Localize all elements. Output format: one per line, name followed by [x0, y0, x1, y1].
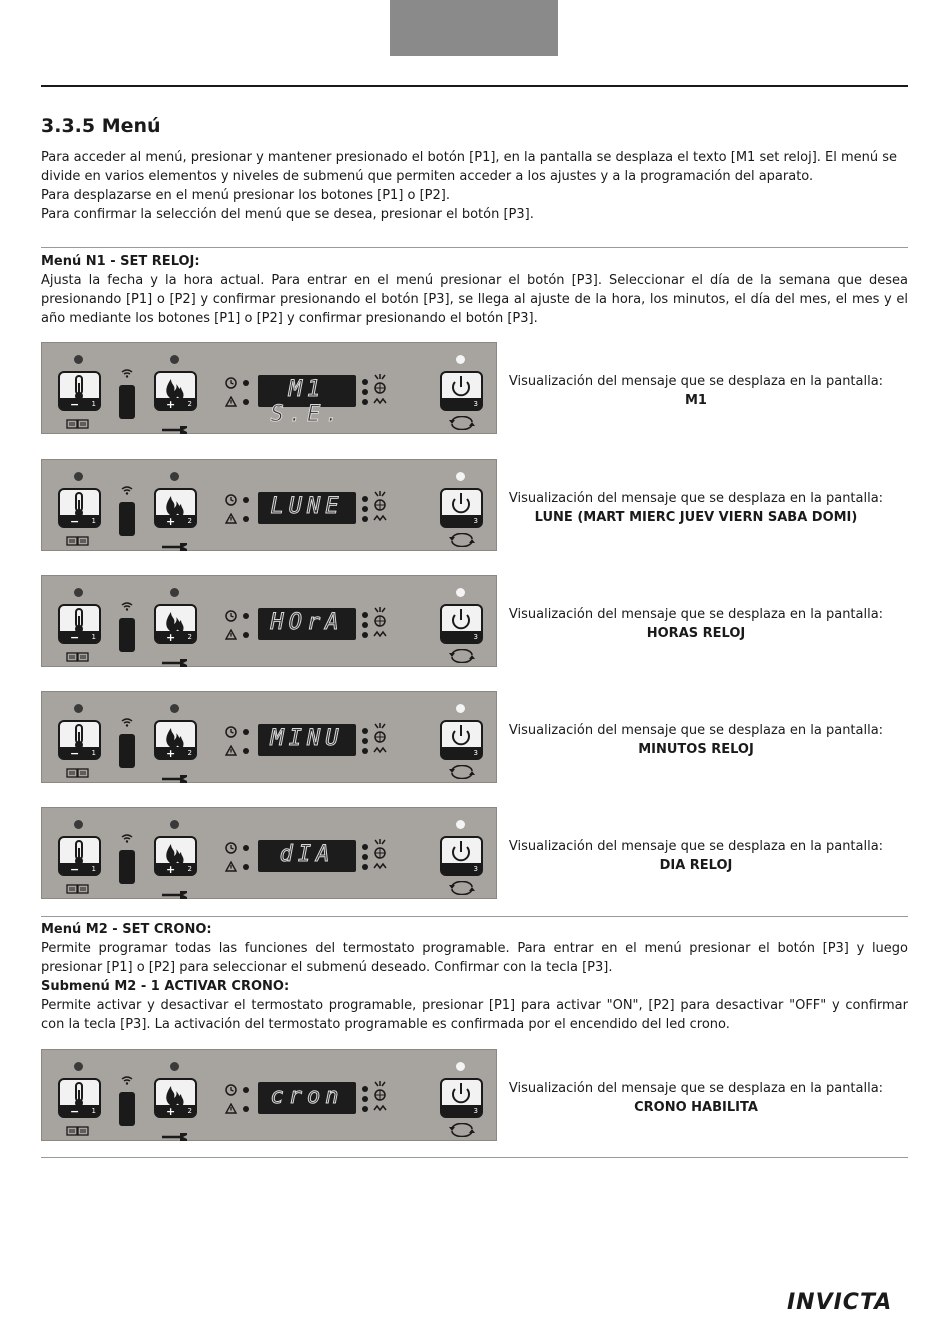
- p3-number: 3: [473, 865, 478, 873]
- led-indicator: [74, 1062, 83, 1071]
- menu-n1-heading: Menú N1 - SET RELOJ:: [41, 254, 200, 269]
- led-indicator: [74, 704, 83, 713]
- p3-number: 3: [473, 1107, 478, 1115]
- led-indicator: [362, 844, 368, 850]
- led-indicator: [362, 632, 368, 638]
- plus-sign: +: [166, 863, 176, 876]
- p1-number: 1: [91, 1107, 96, 1115]
- book-icon: [66, 880, 90, 899]
- lcd-display: [258, 1082, 356, 1114]
- wrench-icon: [160, 768, 188, 787]
- receiver-block: [119, 502, 135, 536]
- lcd-display: [258, 492, 356, 524]
- p3-number: 3: [473, 633, 478, 641]
- led-indicator: [74, 588, 83, 597]
- plus-sign: +: [166, 631, 176, 644]
- p2-button[interactable]: [154, 1078, 197, 1118]
- warning-icon: [225, 745, 237, 758]
- p1-number: 1: [91, 400, 96, 408]
- wifi-icon: [121, 369, 133, 381]
- led-indicator: [362, 379, 368, 385]
- control-panel-4: [41, 691, 497, 783]
- menu-m2-text: Permite programar todas las funciones del termostato programable. Para entrar en el menú presionar el botón [P3] y luego presionar [P1] o [P2] para seleccionar el submenú deseado. Confirmar con la tecla [P3].: [41, 941, 908, 975]
- led-indicator: [243, 516, 249, 522]
- led-indicator: [243, 1087, 249, 1093]
- p2-button[interactable]: [154, 836, 197, 876]
- p2-button[interactable]: [154, 371, 197, 411]
- led-indicator: [362, 496, 368, 502]
- led-indicator: [362, 399, 368, 405]
- cycle-icon: [448, 415, 476, 434]
- p1-button[interactable]: [58, 836, 101, 876]
- p2-button[interactable]: [154, 488, 197, 528]
- caption-value: HORAS RELOJ: [646, 626, 746, 641]
- fan-icon: [372, 606, 388, 644]
- led-indicator: [170, 355, 179, 364]
- p3-button[interactable]: [440, 836, 483, 876]
- minus-sign: −: [70, 398, 80, 411]
- book-icon: [66, 648, 90, 667]
- panel-caption: [505, 489, 887, 527]
- wrench-icon: [160, 419, 188, 438]
- clock-icon: [225, 377, 237, 391]
- fan-icon: [372, 490, 388, 528]
- led-indicator: [243, 380, 249, 386]
- display-text: HOrA: [270, 610, 344, 635]
- led-indicator: [456, 355, 465, 364]
- menu-m2-block: [41, 920, 908, 1034]
- p2-number: 2: [187, 865, 192, 873]
- p1-button[interactable]: [58, 488, 101, 528]
- display-text: cron: [270, 1084, 344, 1109]
- receiver-block: [119, 1092, 135, 1126]
- p2-button[interactable]: [154, 720, 197, 760]
- panel-caption: [505, 1079, 887, 1117]
- led-indicator: [362, 516, 368, 522]
- p3-number: 3: [473, 517, 478, 525]
- display-text: dIA: [279, 842, 335, 867]
- minus-sign: −: [70, 747, 80, 760]
- display-text: LUNE: [270, 494, 344, 519]
- caption-value: LUNE (MART MIERC JUEV VIERN SABA DOMI): [534, 510, 858, 525]
- led-indicator: [362, 854, 368, 860]
- led-indicator: [362, 864, 368, 870]
- fan-icon: [372, 373, 388, 411]
- menu-n1-block: [41, 252, 908, 328]
- led-indicator: [362, 1086, 368, 1092]
- p2-number: 2: [187, 749, 192, 757]
- clock-icon: [225, 494, 237, 508]
- caption-text: Visualización del mensaje que se desplaza en la pantalla:: [508, 1081, 884, 1096]
- led-indicator: [243, 632, 249, 638]
- intro-line: Para confirmar la selección del menú que se desea, presionar el botón [P3].: [41, 207, 534, 222]
- led-indicator: [456, 1062, 465, 1071]
- warning-icon: [225, 861, 237, 874]
- led-indicator: [243, 1106, 249, 1112]
- header-tab: [390, 0, 558, 56]
- wifi-icon: [121, 1076, 133, 1088]
- p1-button[interactable]: [58, 720, 101, 760]
- led-indicator: [243, 497, 249, 503]
- p2-number: 2: [187, 1107, 192, 1115]
- led-indicator: [243, 399, 249, 405]
- intro-line: Para acceder al menú, presionar y mantener presionado el botón [P1], en la pantalla se desplaza el texto [M1 set reloj]. El menú se divide en varios elementos y niveles de submenú que permiten acceder a los ajustes y a la programación del aparato.: [41, 150, 898, 184]
- warning-icon: [225, 513, 237, 526]
- minus-sign: −: [70, 1105, 80, 1118]
- book-icon: [66, 1122, 90, 1141]
- caption-text: Visualización del mensaje que se desplaza en la pantalla:: [508, 374, 884, 389]
- p2-number: 2: [187, 400, 192, 408]
- wifi-icon: [121, 834, 133, 846]
- lcd-display: [258, 724, 356, 756]
- p1-button[interactable]: [58, 371, 101, 411]
- warning-icon: [225, 1103, 237, 1116]
- caption-text: Visualización del mensaje que se desplaza en la pantalla:: [508, 723, 884, 738]
- p3-button[interactable]: [440, 604, 483, 644]
- submenu-m2-text: Permite activar y desactivar el termostato programable, presionar [P1] para activar "ON", [P2] para desactivar "OFF" y confirmar con la tecla [P3]. La activación del termostato programable es confirmada por el encendido del led crono.: [41, 998, 908, 1032]
- menu-n1-text: Ajusta la fecha y la hora actual. Para entrar en el menú presionar el botón [P3]. Seleccionar el día de la semana que desea presionando [P1] o [P2] y confirmar presionando el botón [P3], se llega al ajuste de la hora, los minutos, el día del mes, el mes y el año mediante los botones [P1] o [P2] y confirmar presionando el botón [P3].: [41, 273, 908, 326]
- led-indicator: [170, 820, 179, 829]
- panel-caption: [505, 605, 887, 643]
- p2-number: 2: [187, 633, 192, 641]
- p1-number: 1: [91, 749, 96, 757]
- cycle-icon: [448, 648, 476, 667]
- led-indicator: [170, 588, 179, 597]
- warning-icon: [225, 396, 237, 409]
- lcd-display: [258, 608, 356, 640]
- p3-button[interactable]: [440, 488, 483, 528]
- divider: [41, 247, 908, 248]
- led-indicator: [243, 613, 249, 619]
- p3-number: 3: [473, 400, 478, 408]
- panel-caption: [505, 372, 887, 410]
- wrench-icon: [160, 652, 188, 671]
- wifi-icon: [121, 602, 133, 614]
- p3-number: 3: [473, 749, 478, 757]
- led-indicator: [362, 389, 368, 395]
- plus-sign: +: [166, 747, 176, 760]
- receiver-block: [119, 385, 135, 419]
- section-title: 3.3.5 Menú: [41, 115, 161, 137]
- caption-value: M1: [685, 393, 707, 408]
- panel-caption: [505, 837, 887, 875]
- wifi-icon: [121, 486, 133, 498]
- plus-sign: +: [166, 1105, 176, 1118]
- minus-sign: −: [70, 515, 80, 528]
- warning-icon: [225, 629, 237, 642]
- wrench-icon: [160, 884, 188, 903]
- fan-icon: [372, 722, 388, 760]
- led-indicator: [243, 864, 249, 870]
- led-indicator: [362, 728, 368, 734]
- led-indicator: [362, 748, 368, 754]
- led-indicator: [74, 355, 83, 364]
- plus-sign: +: [166, 515, 176, 528]
- book-icon: [66, 415, 90, 434]
- led-indicator: [362, 1096, 368, 1102]
- wrench-icon: [160, 536, 188, 555]
- caption-text: Visualización del mensaje que se desplaza en la pantalla:: [508, 839, 884, 854]
- display-text: M1 S.E.: [270, 377, 344, 427]
- p1-button[interactable]: [58, 604, 101, 644]
- p3-button[interactable]: [440, 1078, 483, 1118]
- book-icon: [66, 532, 90, 551]
- cycle-icon: [448, 1122, 476, 1141]
- caption-text: Visualización del mensaje que se desplaza en la pantalla:: [508, 491, 884, 506]
- led-indicator: [362, 1106, 368, 1112]
- wifi-icon: [121, 718, 133, 730]
- led-indicator: [74, 472, 83, 481]
- led-indicator: [170, 1062, 179, 1071]
- p2-button[interactable]: [154, 604, 197, 644]
- led-indicator: [362, 622, 368, 628]
- control-panel-2: [41, 459, 497, 551]
- clock-icon: [225, 610, 237, 624]
- p3-button[interactable]: [440, 720, 483, 760]
- p1-number: 1: [91, 865, 96, 873]
- cycle-icon: [448, 764, 476, 783]
- p1-button[interactable]: [58, 1078, 101, 1118]
- receiver-block: [119, 850, 135, 884]
- receiver-block: [119, 734, 135, 768]
- clock-icon: [225, 726, 237, 740]
- p3-button[interactable]: [440, 371, 483, 411]
- receiver-block: [119, 618, 135, 652]
- header-rule: [41, 85, 908, 87]
- minus-sign: −: [70, 631, 80, 644]
- menu-m2-heading: Menú M2 - SET CRONO:: [41, 922, 212, 937]
- display-text: MINU: [270, 726, 344, 751]
- cycle-icon: [448, 880, 476, 899]
- led-indicator: [456, 472, 465, 481]
- divider: [41, 1157, 908, 1158]
- caption-value: DIA RELOJ: [659, 858, 733, 873]
- intro-line: Para desplazarse en el menú presionar los botones [P1] o [P2].: [41, 188, 450, 203]
- led-indicator: [456, 704, 465, 713]
- lcd-display: [258, 375, 356, 427]
- led-indicator: [74, 820, 83, 829]
- led-indicator: [170, 704, 179, 713]
- fan-icon: [372, 1080, 388, 1118]
- cycle-icon: [448, 532, 476, 551]
- fan-icon: [372, 838, 388, 876]
- p1-number: 1: [91, 517, 96, 525]
- control-panel-6: [41, 1049, 497, 1141]
- control-panel-5: [41, 807, 497, 899]
- led-indicator: [362, 506, 368, 512]
- p1-number: 1: [91, 633, 96, 641]
- caption-value: CRONO HABILITA: [634, 1100, 758, 1115]
- lcd-display: [258, 840, 356, 872]
- submenu-m2-heading: Submenú M2 - 1 ACTIVAR CRONO:: [41, 979, 290, 994]
- brand-logo: INVICTA: [787, 1290, 893, 1315]
- panel-caption: [505, 721, 887, 759]
- minus-sign: −: [70, 863, 80, 876]
- plus-sign: +: [166, 398, 176, 411]
- led-indicator: [170, 472, 179, 481]
- wrench-icon: [160, 1126, 188, 1145]
- control-panel-3: [41, 575, 497, 667]
- control-panel-1: [41, 342, 497, 434]
- p2-number: 2: [187, 517, 192, 525]
- intro-text: [41, 148, 908, 224]
- led-indicator: [456, 588, 465, 597]
- caption-value: MINUTOS RELOJ: [638, 742, 754, 757]
- led-indicator: [243, 729, 249, 735]
- caption-text: Visualización del mensaje que se desplaza en la pantalla:: [508, 607, 884, 622]
- book-icon: [66, 764, 90, 783]
- led-indicator: [362, 738, 368, 744]
- led-indicator: [243, 748, 249, 754]
- led-indicator: [456, 820, 465, 829]
- clock-icon: [225, 842, 237, 856]
- clock-icon: [225, 1084, 237, 1098]
- divider: [41, 916, 908, 917]
- led-indicator: [362, 612, 368, 618]
- led-indicator: [243, 845, 249, 851]
